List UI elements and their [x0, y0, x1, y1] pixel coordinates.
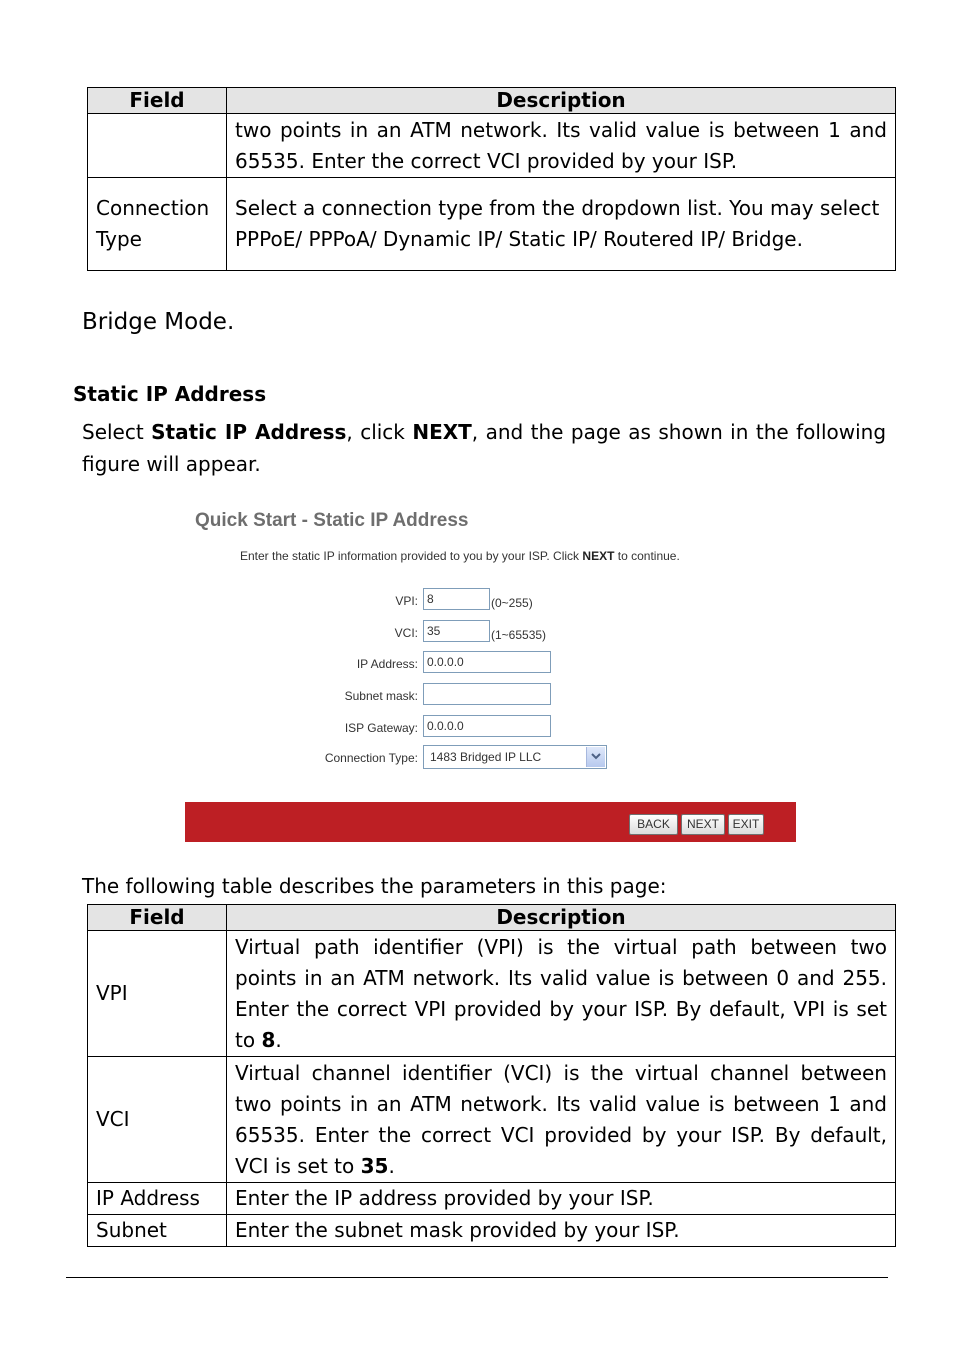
table-caption: The following table describes the parameters in this page:	[82, 874, 667, 898]
connection-type-value: 1483 Bridged IP LLC	[430, 750, 542, 764]
quick-start-title: Quick Start - Static IP Address	[195, 510, 469, 531]
intro-bold-static-ip: Static IP Address	[151, 420, 347, 444]
description-cell: Enter the subnet mask provided by your ISP.	[227, 1215, 896, 1247]
vci-hint: (1~65535)	[491, 628, 547, 642]
ip-address-label: IP Address:	[356, 657, 418, 671]
default-value: 35	[360, 1153, 389, 1178]
description-text: Virtual channel identifier (VCI) is the virtual channel between two points in an ATM network. Its valid value is between 1 and 65535. Enter the correct VCI provided by your ISP. By default, VCI is set to	[235, 1060, 887, 1178]
default-value: 8	[261, 1027, 276, 1052]
connection-type-row	[185, 745, 796, 771]
vpi-input[interactable]: 8	[423, 588, 490, 610]
vpi-label: VPI:	[395, 594, 418, 608]
instruction-text: Enter the static IP information provided to you by your ISP. Click	[240, 549, 583, 563]
isp-gateway-input[interactable]: 0.0.0.0	[423, 715, 551, 737]
description-text: .	[388, 1153, 395, 1178]
table-row	[88, 178, 896, 271]
vpi-hint: (0~255)	[491, 596, 533, 610]
intro-text: Select	[82, 420, 152, 444]
field-cell: VCI	[88, 1057, 227, 1183]
vci-label: VCI:	[394, 626, 418, 640]
quick-start-figure	[185, 505, 796, 842]
subnet-mask-input[interactable]	[423, 683, 551, 705]
vpi-row	[185, 588, 796, 614]
connection-type-label: Connection Type:	[324, 751, 418, 765]
table-row-vci	[88, 1057, 896, 1183]
parameter-table	[87, 904, 896, 1247]
instruction-text: to continue.	[614, 549, 680, 563]
ip-address-input[interactable]: 0.0.0.0	[423, 651, 551, 673]
intro-text: , and the page as shown in the following figure will appear.	[82, 420, 887, 476]
description-cell	[227, 931, 896, 1057]
description-header: Description	[227, 88, 896, 114]
description-cell: Enter the IP address provided by your ISP.	[227, 1183, 896, 1215]
subnet-mask-label: Subnet mask:	[344, 689, 418, 703]
footer-divider	[66, 1277, 888, 1278]
description-text: Virtual path identifier (VPI) is the virtual path between two points in an ATM network. Its valid value is between 0 and 255. Enter the correct VPI provided by your ISP. By default, VPI is set to	[235, 934, 887, 1052]
section-heading: Static IP Address	[73, 382, 267, 406]
field-header: Field	[88, 905, 227, 931]
subnet-mask-row	[185, 683, 796, 709]
field-cell	[88, 114, 227, 178]
connection-type-select[interactable]	[423, 745, 607, 769]
intro-paragraph	[82, 416, 886, 480]
vci-row	[185, 620, 796, 646]
field-cell: Connection Type	[88, 178, 227, 271]
field-cell: IP Address	[88, 1183, 227, 1215]
exit-button[interactable]: EXIT	[728, 814, 764, 835]
table-header-row	[88, 905, 896, 931]
table-header-row	[88, 88, 896, 114]
isp-gateway-label: ISP Gateway:	[344, 721, 418, 735]
field-cell: VPI	[88, 931, 227, 1057]
description-cell: Select a connection type from the dropdown list. You may select PPPoE/ PPPoA/ Dynamic IP/ Static IP/ Routered IP/ Bridge.	[227, 178, 896, 271]
quick-start-instruction	[240, 549, 680, 563]
intro-text: , click	[346, 420, 413, 444]
description-text: .	[275, 1027, 282, 1052]
chevron-down-icon[interactable]	[586, 747, 605, 767]
field-header: Field	[88, 88, 227, 114]
vci-input[interactable]: 35	[423, 620, 490, 642]
field-cell: Subnet	[88, 1215, 227, 1247]
next-button[interactable]: NEXT	[681, 814, 725, 835]
description-cell	[227, 1057, 896, 1183]
quick-start-button-bar	[185, 802, 796, 842]
description-header: Description	[227, 905, 896, 931]
table-row-ip-address	[88, 1183, 896, 1215]
description-cell: two points in an ATM network. Its valid value is between 1 and 65535. Enter the correct VCI provided by your ISP.	[227, 114, 896, 178]
isp-gateway-row	[185, 715, 796, 741]
back-button[interactable]: BACK	[629, 814, 678, 835]
bridge-mode-text: Bridge Mode.	[82, 309, 235, 335]
table-row-vpi	[88, 931, 896, 1057]
top-field-table	[87, 87, 896, 271]
table-row-subnet	[88, 1215, 896, 1247]
intro-bold-next: NEXT	[412, 420, 472, 444]
table-row	[88, 114, 896, 178]
ip-address-row	[185, 651, 796, 677]
instruction-bold: NEXT	[582, 549, 615, 563]
